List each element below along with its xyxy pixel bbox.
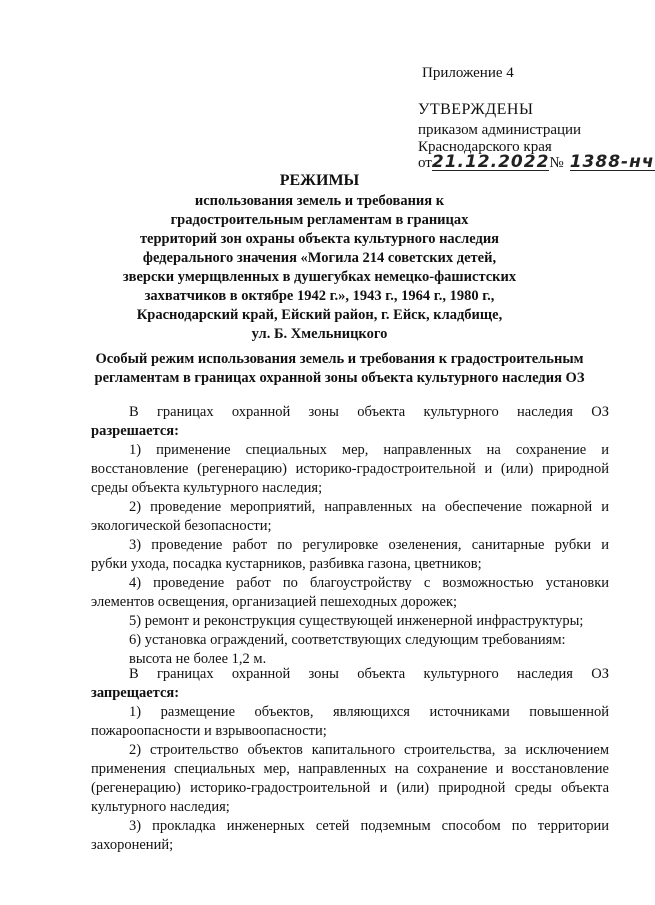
allowed-item-line: 6) установка ограждений, соответствующих следующим требованиям: [129,632,566,648]
subtitle-line: федерального значения «Могила 214 советских детей, [142,250,497,266]
document-subtitle [60,192,579,344]
order-line-1: приказом администрации [418,122,582,138]
allowed-intro-bold: разрешается: [91,423,179,439]
subtitle-line: зверски умерщвленных в душегубках немецко-фашистских [122,269,517,285]
allowed-item [91,612,609,631]
allowed-item-line: 1) применение специальных мер, направленных на сохранение и [129,442,609,458]
subtitle-line: Краснодарский край, Ейский район, г. Ейск, кладбище, [136,307,503,323]
forbidden-item [91,703,609,741]
allowed-item [91,631,609,669]
forbidden-block [91,665,609,855]
section-title-line: регламентам в границах охранной зоны объекта культурного наследия ОЗ [94,370,585,386]
allowed-item-line: 5) ремонт и реконструкция существующей инженерной инфраструктуры; [129,613,584,629]
section-title-line: Особый режим использования земель и требования к градостроительным [95,351,584,367]
section-title [80,350,599,388]
forbidden-item-line: 3) прокладка инженерных сетей подземным способом по территории [129,818,609,834]
allowed-item [91,536,609,574]
allowed-item-line: элементов освещения, организацией пешеходных дорожек; [91,594,458,610]
allowed-item-line: рубки ухода, посадка кустарников, разбивка газона, цветников; [91,556,482,572]
order-line-2: Краснодарского края [418,139,552,155]
allowed-item-line: 2) проведение мероприятий, направленных на обеспечение пожарной и [129,499,609,515]
subtitle-line: градостроительным регламентам в границах [170,212,469,228]
forbidden-item-line: применения специальных мер, направленных на сохранение и восстановление [91,761,609,777]
forbidden-item-line: культурного наследия; [91,799,230,815]
allowed-block [91,403,609,669]
allowed-item-line: экологической безопасности; [91,518,272,534]
allowed-item [91,498,609,536]
document-title: РЕЖИМЫ [279,172,360,189]
allowed-item-line: 3) проведение работ по регулировке озеленения, санитарные рубки и [129,537,609,553]
allowed-item-line: высота не более 1,2 м. [129,651,267,667]
allowed-intro: В границах охранной зоны объекта культурного наследия ОЗ [129,404,609,420]
handwritten-number: 1388-нч [569,152,655,172]
handwritten-date: 21.12.2022 [431,152,550,172]
allowed-item [91,574,609,612]
order-date-line [418,154,655,172]
allowed-item-line: среды объекта культурного наследия; [91,480,323,496]
subtitle-line: территорий зон охраны объекта культурного наследия [139,231,500,247]
approved-label: УТВЕРЖДЕНЫ [418,101,534,118]
forbidden-item-line: пожароопасности и взрывоопасности; [91,723,327,739]
subtitle-line: использования земель и требования к [194,193,445,209]
forbidden-item-line: 2) строительство объектов капитального строительства, за исключением [129,742,609,758]
forbidden-item-line: захоронений; [91,837,174,853]
forbidden-item-line: (регенерацию) историко-градостроительной и (или) природной среды объекта [91,780,609,796]
date-prefix: от [418,155,432,171]
subtitle-line: ул. Б. Хмельницкого [251,326,388,342]
forbidden-item-line: 1) размещение объектов, являющихся источниками повышенной [129,704,609,720]
subtitle-line: захватчиков в октябре 1942 г.», 1943 г., 1964 г., 1980 г., [144,288,495,304]
number-sign: № [549,155,564,171]
forbidden-intro-bold: запрещается: [91,685,180,701]
allowed-item-line: 4) проведение работ по благоустройству с возможностью установки [129,575,609,591]
allowed-item-line: восстановление (регенерацию) историко-градостроительной и (или) природной [91,461,609,477]
appendix-label: Приложение 4 [422,65,514,81]
forbidden-item [91,741,609,817]
allowed-item [91,441,609,498]
forbidden-intro: В границах охранной зоны объекта культурного наследия ОЗ [129,666,609,682]
forbidden-item [91,817,609,855]
